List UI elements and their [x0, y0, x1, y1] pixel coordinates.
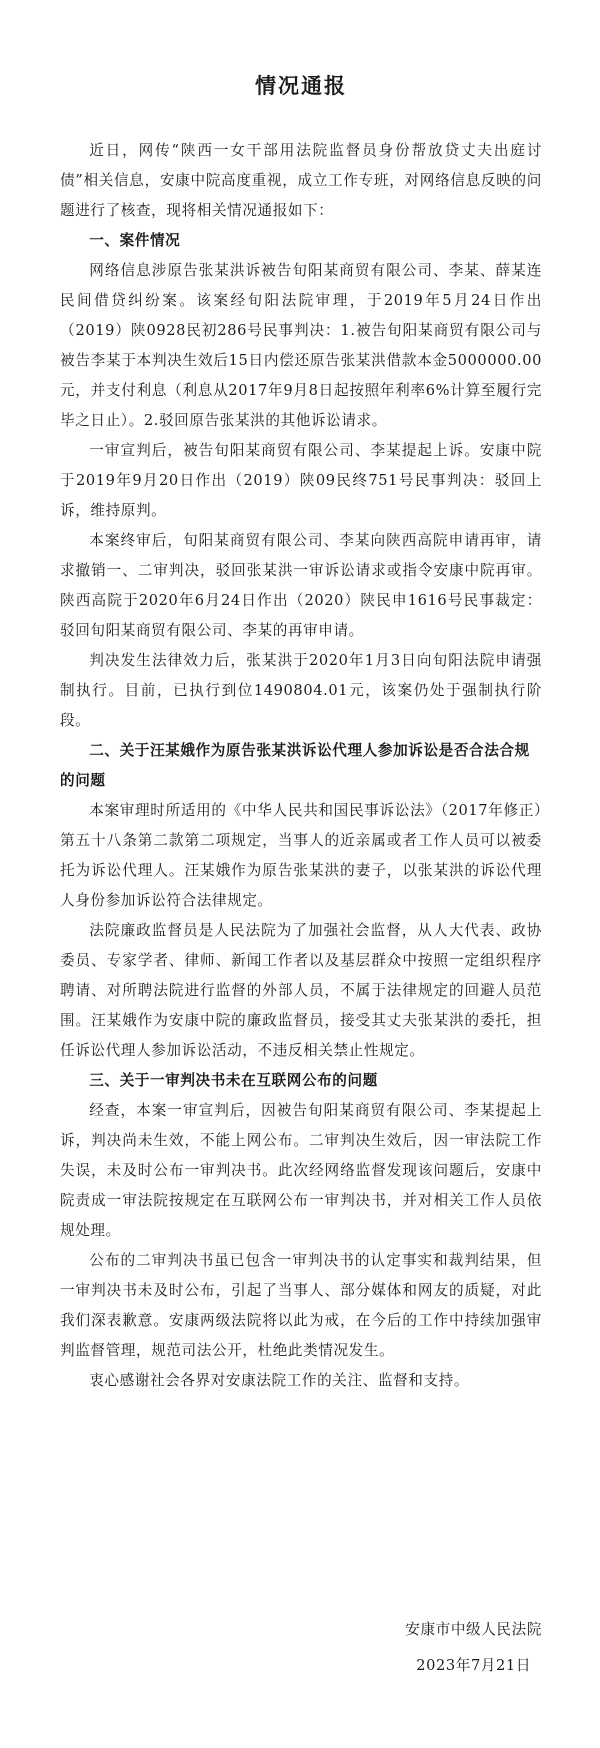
issuing-organization: 安康市中级人民法院 [405, 1621, 542, 1638]
issue-date: 2023年7月21日 [416, 1657, 532, 1674]
section-1-paragraph-2: 一审宣判后，被告旬阳某商贸有限公司、李某提起上诉。安康中院于2019年9月20日作出（2019）陕09民终751号民事判决：驳回上诉，维持原判。 [60, 442, 542, 519]
section-1-heading: 一、案件情况 [89, 232, 181, 249]
intro-paragraph: 近日，网传“陕西一女干部用法院监督员身份帮放贷丈夫出庭讨债”相关信息，安康中院高度重视，成立工作专班，对网络信息反映的问题进行了核查，现将相关情况通报如下： [60, 142, 542, 219]
section-2-paragraph-1: 本案审理时所适用的《中华人民共和国民事诉讼法》（2017年修正）第五十八条第二款第二项规定，当事人的近亲属或者工作人员可以被委托为诉讼代理人。汪某娥作为原告张某洪的妻子，以张某洪的诉讼代理人身份参加诉讼符合法律规定。 [60, 802, 542, 909]
document-title: 情况通报 [255, 74, 347, 98]
closing-paragraph: 衷心感谢社会各界对安康法院工作的关注、监督和支持。 [89, 1372, 470, 1389]
signature-block [405, 1612, 542, 1684]
section-3-heading: 三、关于一审判决书未在互联网公布的问题 [89, 1072, 378, 1089]
section-1-paragraph-3: 本案终审后，旬阳某商贸有限公司、李某向陕西高院申请再审，请求撤销一、二审判决，驳回张某洪一审诉讼请求或指令安康中院再审。陕西高院于2020年6月24日作出（2020）陕民申1616号民事裁定：驳回旬阳某商贸有限公司、李某的再审申请。 [60, 532, 542, 639]
section-3-paragraph-1: 经查，本案一审宣判后，因被告旬阳某商贸有限公司、李某提起上诉，判决尚未生效，不能上网公布。二审判决生效后，因一审法院工作失误，未及时公布一审判决书。此次经网络监督发现该问题后，安康中院责成一审法院按规定在互联网公布一审判决书，并对相关工作人员依规处理。 [60, 1102, 542, 1239]
section-3-paragraph-2: 公布的二审判决书虽已包含一审判决书的认定事实和裁判结果，但一审判决书未及时公布，引起了当事人、部分媒体和网友的质疑，对此我们深表歉意。安康两级法院将以此为戒，在今后的工作中持续加强审判监督管理，规范司法公开，杜绝此类情况发生。 [60, 1252, 542, 1359]
section-1-paragraph-1: 网络信息涉原告张某洪诉被告旬阳某商贸有限公司、李某、薛某连民间借贷纠纷案。该案经旬阳法院审理，于2019年5月24日作出（2019）陕0928民初286号民事判决：1.被告旬阳某商贸有限公司与被告李某于本判决生效后15日内偿还原告张某洪借款本金5000000.00元，并支付利息（利息从2017年9月8日起按照年利率6%计算至履行完毕之日止）。2.驳回原告张某洪的其他诉讼请求。 [60, 262, 542, 429]
section-2-paragraph-2: 法院廉政监督员是人民法院为了加强社会监督，从人大代表、政协委员、专家学者、律师、新闻工作者以及基层群众中按照一定组织程序聘请、对所聘法院进行监督的外部人员，不属于法律规定的回避人员范围。汪某娥作为安康中院的廉政监督员，接受其丈夫张某洪的委托，担任诉讼代理人参加诉讼活动，不违反相关禁止性规定。 [60, 922, 542, 1059]
section-1-paragraph-4: 判决发生法律效力后，张某洪于2020年1月3日向旬阳法院申请强制执行。目前，已执行到位1490804.01元，该案仍处于强制执行阶段。 [60, 652, 542, 729]
section-2-heading: 二、关于汪某娥作为原告张某洪诉讼代理人参加诉讼是否合法合规的问题 [60, 742, 530, 789]
